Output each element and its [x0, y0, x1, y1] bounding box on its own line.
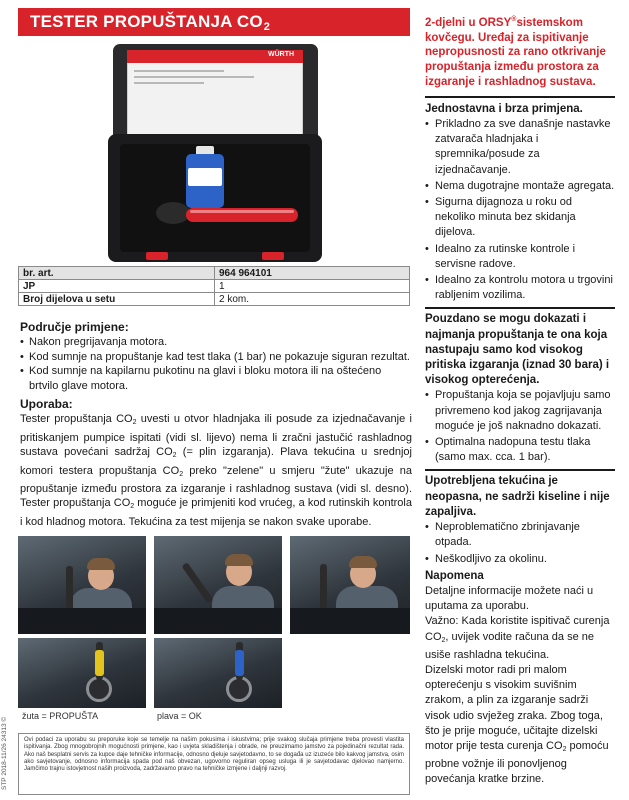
photo-mechanic-tester [154, 536, 282, 634]
case-latch [262, 252, 284, 260]
page-title: TESTER PROPUŠTANJA $CO_2$ [30, 12, 271, 33]
list-item: • Idealno za rutinske kontrole i servisne radove. [425, 242, 615, 272]
tester-tube-highlight [190, 210, 294, 213]
photo-mechanic-inspecting [290, 536, 410, 634]
divider [425, 469, 615, 471]
pump-bulb [156, 202, 190, 224]
table-row [19, 293, 410, 306]
caption-yellow: žuta = PROPUŠTA [22, 711, 99, 721]
fluid-heading: Upotrebljena tekućina je neopasna, ne sadrži kiseline i nije zapaljiva. [425, 475, 610, 518]
lid-text-line [134, 70, 224, 72]
list-item: • Neškodljivo za okolinu. [425, 552, 615, 567]
note-paragraph: Važno: Kada koristite ispitivač curenja $CO_2$, uvijek vodite računa da se ne usiše rashladna tekućina. [425, 615, 610, 661]
application-list [20, 335, 412, 393]
list-item: • Neproblematično zbrinjavanje otpada. [425, 520, 615, 550]
spec-label: JP [19, 280, 215, 293]
lid-text-line [134, 76, 254, 78]
fluid-list [425, 520, 615, 567]
title-banner [18, 8, 410, 36]
lid-text-line [134, 82, 204, 84]
divider [425, 307, 615, 309]
fluid-blue [235, 650, 244, 676]
usage-heading: Uporaba: [20, 397, 73, 412]
quick-heading: Jednostavna i brza primjena. [425, 102, 583, 115]
note-paragraph: Detaljne informacije možete naći u uputama za uporabu. [425, 584, 594, 613]
spec-value: 2 kom. [215, 293, 410, 306]
list-item: • Propuštanja koja se pojavljuju samo privremeno kod jakog zagrijavanja moguće je još naknadno dokazati. [425, 388, 615, 434]
list-item: • Optimalna nadopuna testu tlaka (samo max. cca. 1 bar). [425, 435, 615, 465]
reliable-list [425, 388, 615, 465]
spec-label: Broj dijelova u setu [19, 293, 215, 306]
product-photo [18, 38, 410, 264]
list-item: • Idealno za kontrolu motora u trgovini rabljenim vozilima. [425, 273, 615, 303]
caption-blue: plava = OK [157, 711, 202, 721]
intro-text: 2-djelni u ORSY®sistemskom kovčegu. Uređaj za ispitivanje nepropusnosti za rano otkrivanje propuštanja između prostora za izgaranje i rashladnog sustava. [425, 16, 606, 89]
spec-value: 1 [215, 280, 410, 293]
list-item: • Prikladno za sve današnje nastavke zatvarača hladnjaka i spremnika/posude za izjednačavanje. [425, 117, 615, 178]
photo-mechanic-pumping [18, 536, 146, 634]
brand-logo: WÜRTH [268, 51, 295, 58]
divider [425, 96, 615, 98]
photo-yellow-leak [18, 638, 146, 708]
side-code: STP 2018-11/26 24313 © [1, 716, 8, 790]
list-item: • Nakon pregrijavanja motora. [20, 335, 412, 349]
disclaimer-box: Ovi podaci za uporabu su preporuke koje se temelje na našim pokusima i iskustvima; prije svakog slučaja primjene treba provesti vlastita ispitivanja. Zbog mnogobrojnih mogućnosti primjene, kao i uvjeta skladištenja i obrade, ne preuzimamo jamstvo za pojedinačni rezultat rada. Ako naš besplatni servis za kupce daje tehničke informacije, odnosno djeluje savjetodavno, to se događa uz izuzeće bilo kakvog jamstva, osim ako savjetovanje, odnosno informacija spada pod naš obvezan, ugovorno reguliran opseg usluga ili je savjetodavac djelovao namjerno. Jamčimo trajnu istovjetnost naših proizvoda, zadržavamo pravo na tehničke izmjene i daljnji razvoj. [18, 733, 410, 795]
table-row [19, 267, 410, 280]
list-item: • Sigurna dijagnoza u roku od nekoliko minuta bez skidanja dijelova. [425, 195, 615, 241]
spec-label: br. art. [19, 267, 215, 280]
reliable-heading: Pouzdano se mogu dokazati i najmanja propuštanja te ona koja nastupaju samo kod visokog pritiska izgaranja (iznad 30 bara) i visokog opterećenja. [425, 313, 610, 387]
note-heading: Napomena [425, 569, 484, 582]
list-item: • Kod sumnje na propuštanje kad test tlaka (1 bar) ne pokazuje siguran rezultat. [20, 350, 412, 364]
right-column [425, 13, 615, 788]
list-item: • Nema dugotrajne montaže agregata. [425, 179, 615, 194]
fluid-yellow [95, 650, 104, 676]
spec-value: 964 964101 [215, 267, 410, 280]
photo-blue-ok [154, 638, 282, 708]
list-item: • Kod sumnje na kapilarnu pukotinu na glavi i bloku motora ili na oštećeno brtvilo glave motora. [20, 364, 412, 393]
table-row [19, 280, 410, 293]
spec-table [18, 266, 410, 306]
note-paragraph: Dizelski motor radi pri malom opterećenju s visokim suvišnim zrakom, a plin za izgaranje sadrži visok udio svježeg zraka. Zbog toga, što je prije moguće, učitajte dizelski motor prije testa curenja $CO_2$ pomoću probne vožnje ili ponovljenog povećanja kratke brzine. [425, 663, 609, 786]
bottle-label [188, 168, 222, 186]
left-text-column [20, 320, 412, 529]
quick-list [425, 117, 615, 303]
application-heading: Područje primjene: [20, 320, 129, 334]
usage-paragraph: Tester propuštanja $CO_2$ uvesti u otvor hladnjaka ili posude za izjednačavanje i pritiskanjem pumpice ispitati (vidi sl. lijevo) nema li zračni jastučić rashladnog sustava povećani sadržaj $CO_2$ (= plin izgaranja). Plava tekućina u srednjoj komori testera propuštanja $CO_2$ preko "zelene" u smjeru "žute" ukazuje na propuštanje između prostora za izgaranje i rashladnog sustava (vidi sl. desno). Tester propuštanja $CO_2$ moguće je primjeniti kod vrućeg, a kod rutinskih kontrola i kod hladnog motora. Tekućina za test mijenja se nakon svake uporabe. [20, 413, 412, 528]
case-latch [146, 252, 168, 260]
